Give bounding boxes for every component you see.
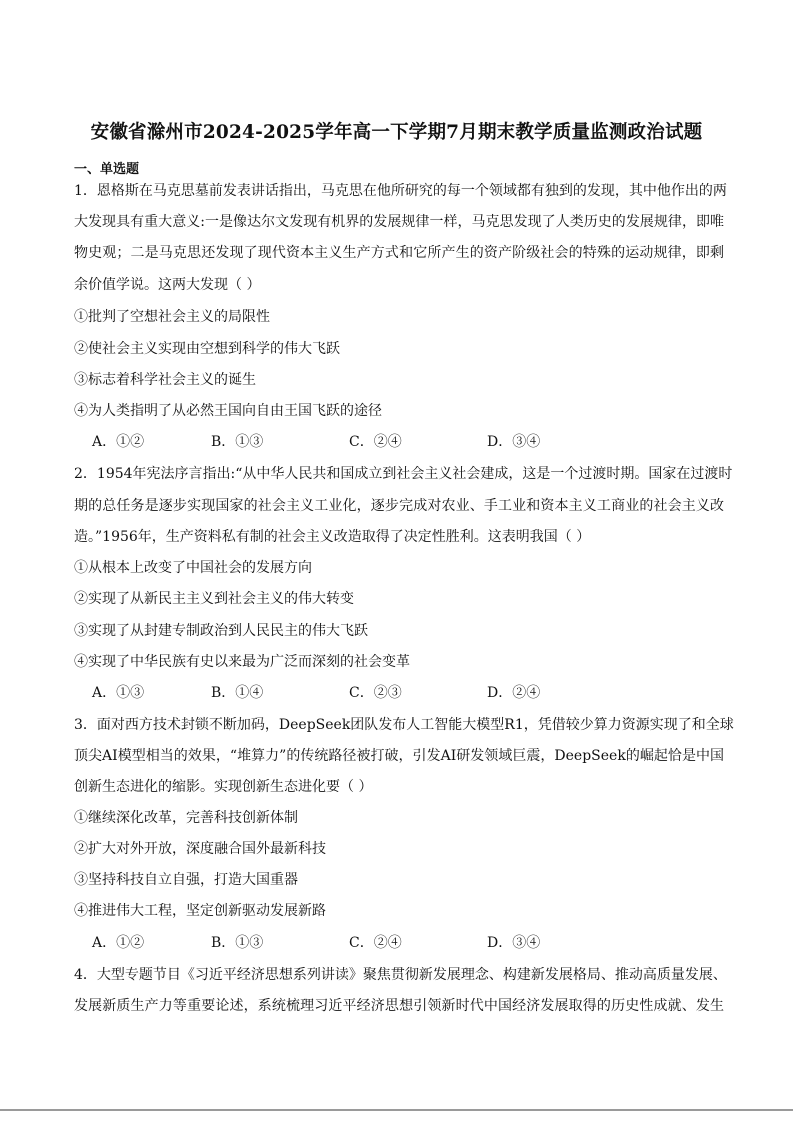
- question-3-option-b[interactable]: B．①③: [211, 935, 264, 951]
- question-1-option-d[interactable]: D．③④: [487, 434, 541, 450]
- question-2-statement-2: ②实现了从新民主主义到社会主义的伟大转变: [74, 591, 354, 607]
- section-heading: 一、单选题: [74, 162, 140, 177]
- question-2-option-d[interactable]: D．②④: [487, 685, 541, 701]
- question-3-line-3: 创新生态进化的缩影。实现创新生态进化要（ ）: [74, 779, 373, 795]
- question-3-option-d[interactable]: D．③④: [487, 935, 541, 951]
- question-2-line-1: 2．1954年宪法序言指出:“从中华人民共和国成立到社会主义社会建成，这是一个过渡时期。国家在过渡时: [74, 466, 733, 482]
- question-2-option-c[interactable]: C．②③: [349, 685, 402, 701]
- document-title: 安徽省滁州市2024-2025学年高一下学期7月期末教学质量监测政治试题: [90, 122, 703, 143]
- question-1-line-2: 大发现具有重大意义:一是像达尔文发现有机界的发展规律一样，马克思发现了人类历史的发展规律，即唯: [74, 214, 724, 230]
- question-3-statement-4: ④推进伟大工程，坚定创新驱动发展新路: [74, 903, 326, 919]
- question-2-option-b[interactable]: B．①④: [211, 685, 264, 701]
- question-3-statement-2: ②扩大对外开放，深度融合国外最新科技: [74, 841, 326, 857]
- question-1-statement-2: ②使社会主义实现由空想到科学的伟大飞跃: [74, 341, 340, 357]
- question-1-line-1: 1．恩格斯在马克思墓前发表讲话指出，马克思在他所研究的每一个领域都有独到的发现，其中他作出的两: [74, 183, 727, 199]
- question-1-line-4: 余价值学说。这两大发现（ ）: [74, 277, 261, 293]
- question-3-line-1: 3．面对西方技术封锁不断加码，DeepSeek团队发布人工智能大模型R1，凭借较少算力资源实现了和全球: [74, 717, 734, 733]
- question-3-statement-1: ①继续深化改革，完善科技创新体制: [74, 810, 298, 826]
- question-2-option-a[interactable]: A．①③: [92, 685, 145, 701]
- question-4-line-2: 发展新质生产力等重要论述，系统梳理习近平经济思想引领新时代中国经济发展取得的历史性成就、发生: [74, 998, 724, 1014]
- page-bottom-divider: [0, 1109, 793, 1111]
- question-1-statement-4: ④为人类指明了从必然王国向自由王国飞跃的途径: [74, 403, 382, 419]
- question-1-option-c[interactable]: C．②④: [349, 434, 402, 450]
- question-1-option-b[interactable]: B．①③: [211, 434, 264, 450]
- question-1-option-a[interactable]: A．①②: [92, 434, 145, 450]
- question-3-option-a[interactable]: A．①②: [92, 935, 145, 951]
- question-3-statement-3: ③坚持科技自立自强，打造大国重器: [74, 872, 298, 888]
- question-4-line-1: 4．大型专题节目《习近平经济思想系列讲读》聚焦贯彻新发展理念、构建新发展格局、推动高质量发展、: [74, 967, 727, 983]
- question-1-line-3: 物史观；二是马克思还发现了现代资本主义生产方式和它所产生的资产阶级社会的特殊的运动规律，即剩: [74, 245, 724, 261]
- question-2-line-3: 造。”1956年，生产资料私有制的社会主义改造取得了决定性胜利。这表明我国（ ）: [74, 529, 591, 545]
- question-2-statement-1: ①从根本上改变了中国社会的发展方向: [74, 560, 312, 576]
- question-2-line-2: 期的总任务是逐步实现国家的社会主义工业化，逐步完成对农业、手工业和资本主义工商业的社会主义改: [74, 498, 724, 514]
- question-3-option-c[interactable]: C．②④: [349, 935, 402, 951]
- question-2-statement-4: ④实现了中华民族有史以来最为广泛而深刻的社会变革: [74, 654, 410, 670]
- question-1-statement-3: ③标志着科学社会主义的诞生: [74, 372, 256, 388]
- question-1-statement-1: ①批判了空想社会主义的局限性: [74, 309, 270, 325]
- question-3-line-2: 顶尖AI模型相当的效果，“堆算力”的传统路径被打破，引发AI研发领域巨震，DeepSeek的崛起恰是中国: [74, 748, 724, 764]
- question-2-statement-3: ③实现了从封建专制政治到人民民主的伟大飞跃: [74, 623, 368, 639]
